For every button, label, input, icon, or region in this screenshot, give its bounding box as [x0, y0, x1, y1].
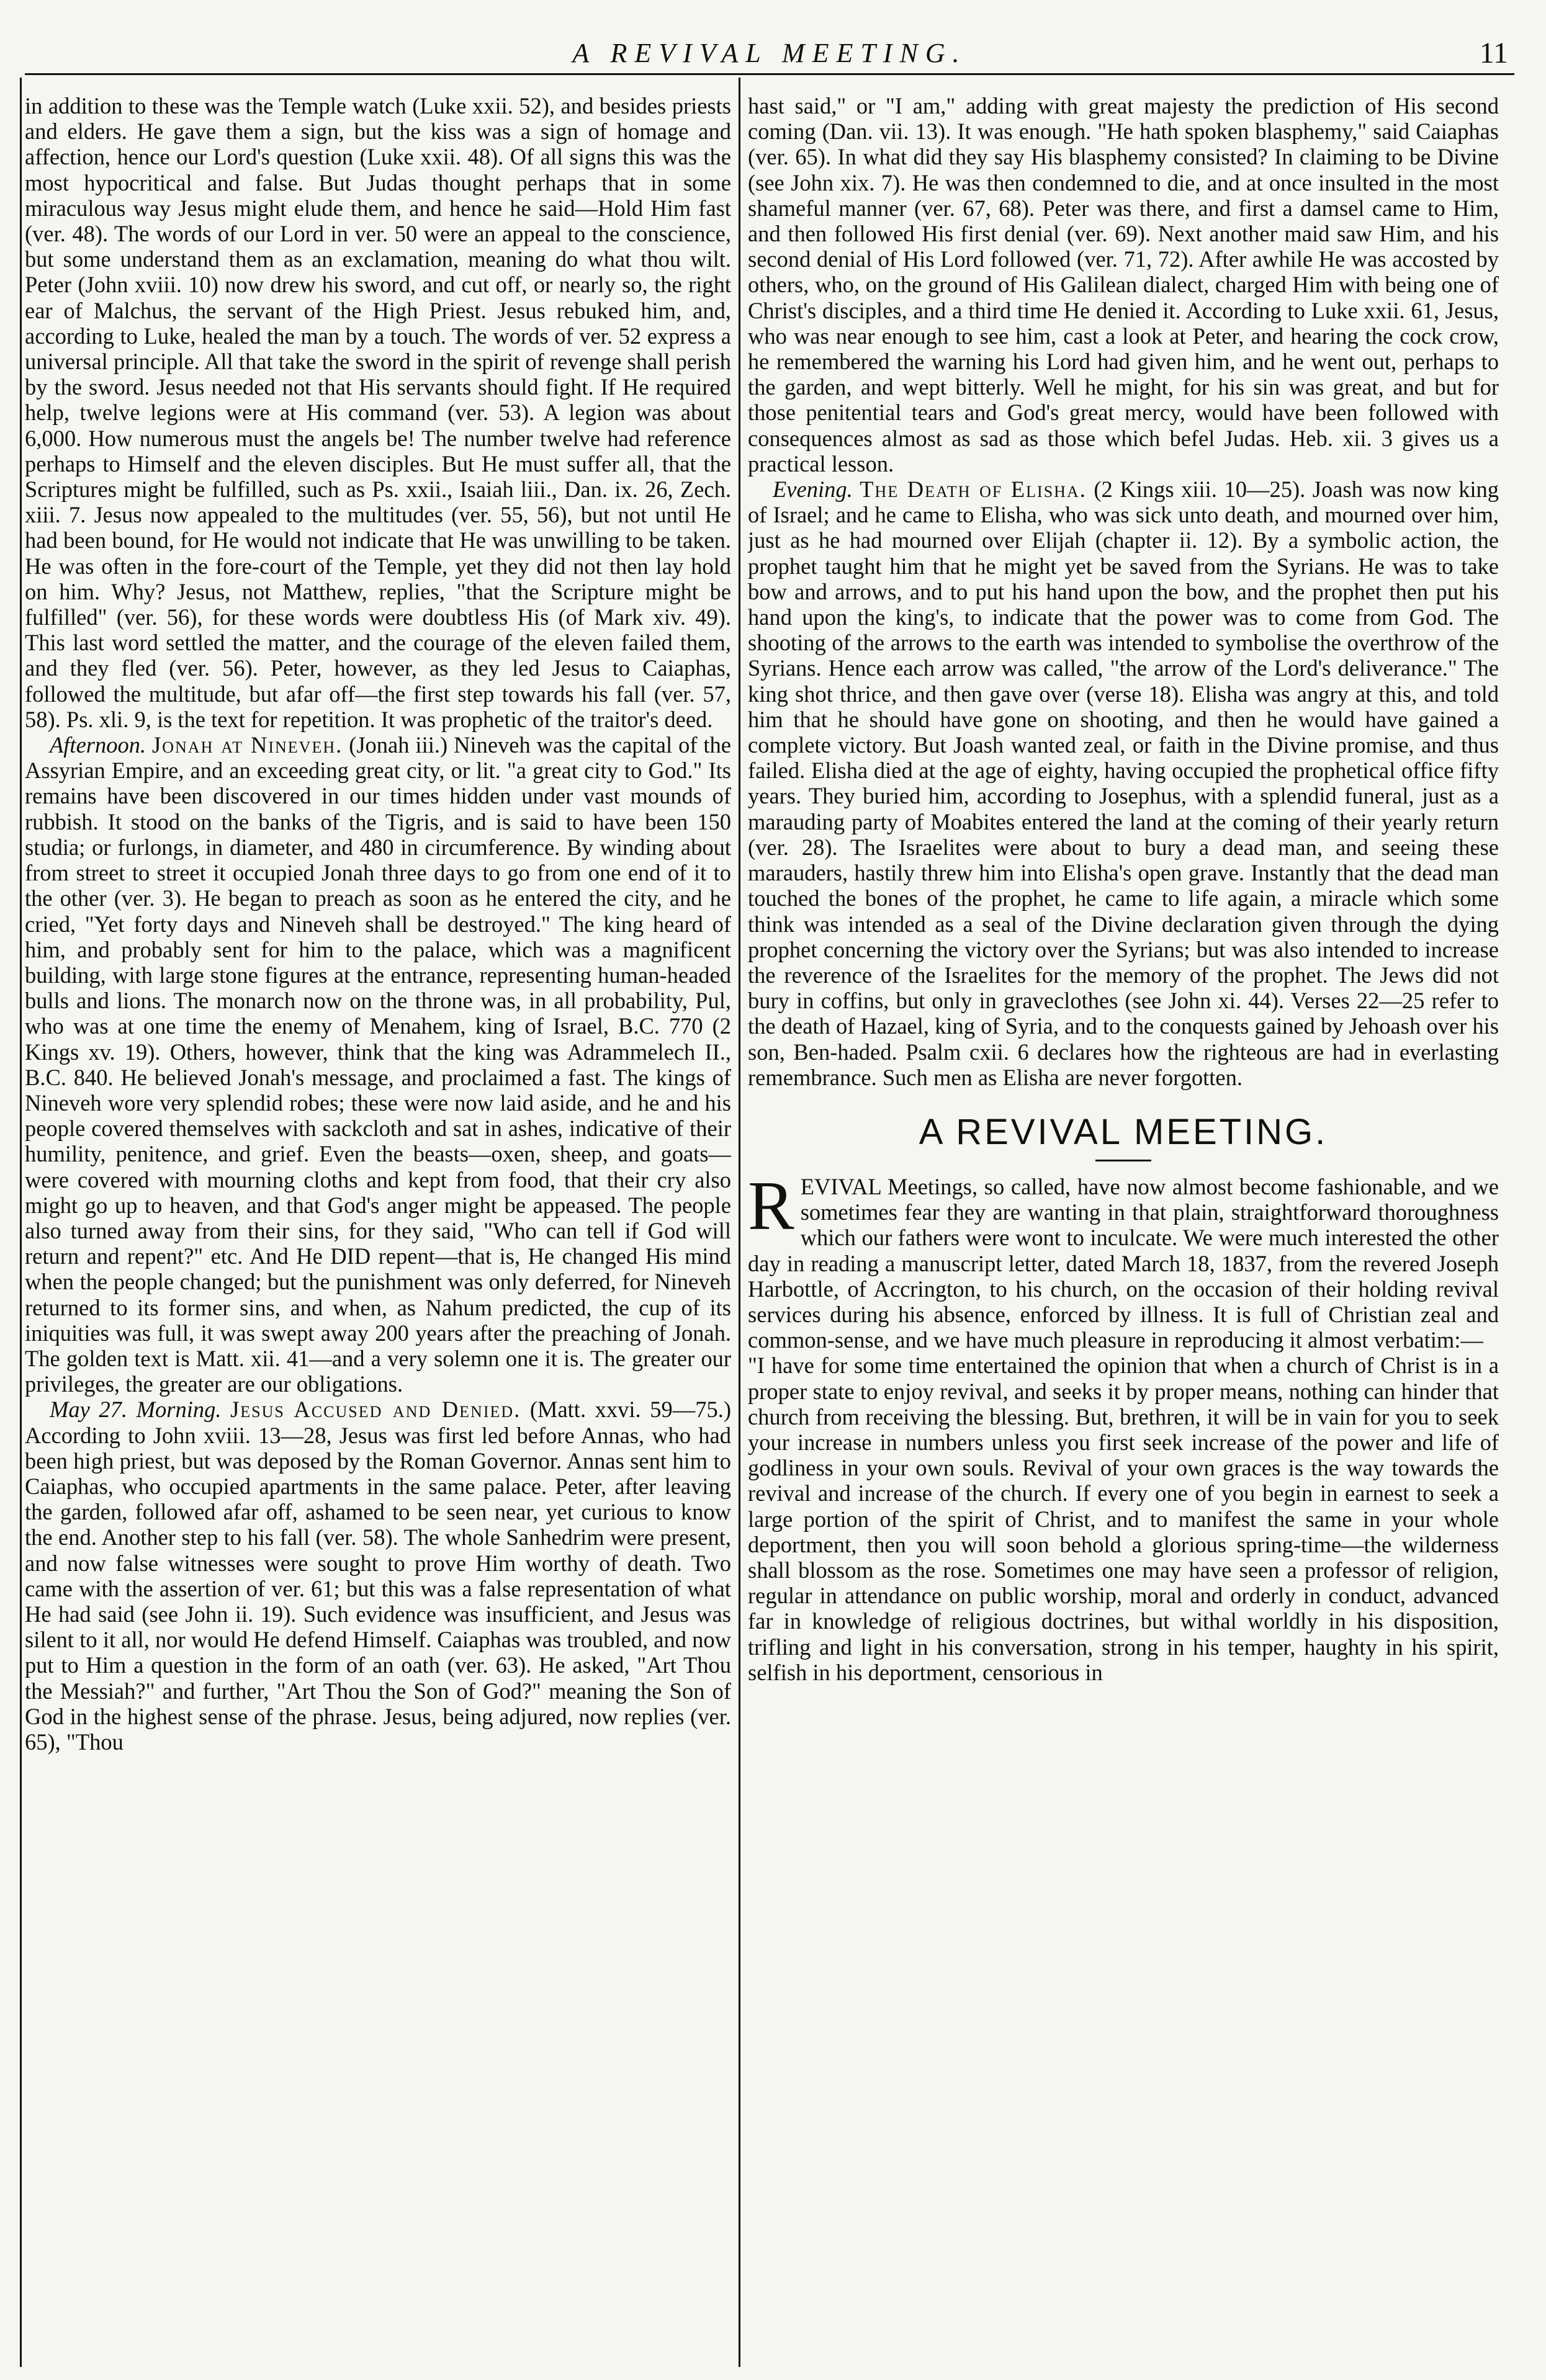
article-paragraph-2: "I have for some time entertained the opinion that when a church of Christ is in a proper state to enjoy revival, and seeks it by proper means, nothing can hinder that church from receiving the blessing. But, brethren, it will be in vain for you to seek your increase in numbers unless you first seek increase of the power and life of godliness in your own souls. Revival of your own graces is the way towards the revival and increase of the church. If every one of you begin in earnest to seek a large portion of the spirit of Christ, and to manifest the same in your whole deportment, then you will soon behold a glorious spring-time—the wilderness shall blossom as the rose. Sometimes one may have seen a professor of religion, regular in attendance on public worship, moral and orderly in conduct, advanced far in knowledge of religious doctrines, but withal worldly in his disposition, trifling and light in his conversation, strong in his temper, haughty in his spirit, selfish in his deportment, censorious in	[748, 1353, 1499, 1685]
right-paragraph-1: hast said," or "I am," adding with great majesty the prediction of His second coming (Dan. vii. 13). It was enough. "He hath spoken blasphemy," said Caiaphas (ver. 65). In what did they say His blasphemy consisted? In claiming to be Divine (see John xix. 7). He was then condemned to die, and at once insulted in the most shameful manner (ver. 67, 68). Peter was there, and first a damsel came to Him, and then followed His first denial (ver. 69). Next another maid saw Him, and his second denial of His Lord followed (ver. 71, 72). After awhile He was accosted by others, who, on the ground of His Galilean dialect, charged Him with being one of Christ's disciples, and a third time He denied it. According to Luke xxii. 61, Jesus, who was near enough to see him, cast a look at Peter, and hearing the cock crow, he remembered the warning his Lord had given him, and he went out, perhaps to the garden, and wept bitterly. Well he might, for his sin was great, and but for those penitential tears and God's great mercy, would have been followed with consequences almost as sad as those which befel Judas. Heb. xii. 3 gives us a practical lesson.	[748, 93, 1499, 476]
right-column	[748, 93, 1499, 2364]
entry-lead-may-27: May 27. Morning.	[50, 1397, 222, 1423]
article-paragraph-1	[748, 1167, 1499, 1353]
drop-cap: R	[748, 1167, 794, 1245]
left-paragraph-1: in addition to these was the Temple watch (Luke xxii. 52), and besides priests and elders. He gave them a sign, but the kiss was a sign of homage and affection, hence our Lord's question (Luke xxii. 48). Of all signs this was the most hypocritical and false. But Judas thought perhaps that in some miraculous way Jesus might elude them, and hence he said—Hold Him fast (ver. 48). The words of our Lord in ver. 50 were an appeal to the conscience, but some understand them as an exclamation, meaning do what thou wilt. Peter (John xviii. 10) now drew his sword, and cut off, or nearly so, the right ear of Malchus, the servant of the High Priest. Jesus rebuked him, and, according to Luke, healed the man by a touch. The words of ver. 52 express a universal principle. All that take the sword in the spirit of revenge shall perish by the sword. Jesus needed not that His servants should fight. If He required help, twelve legions were at His command (ver. 53). A legion was about 6,000. How numerous must the angels be! The number twelve had reference perhaps to Himself and the eleven disciples. But He must suffer all, that the Scriptures might be fulfilled, such as Ps. xxii., Isaiah liii., Dan. ix. 26, Zech. xiii. 7. Jesus now appealed to the multitudes (ver. 55, 56), but not until He had been bound, for He would not indicate that He was unwilling to be taken. He was often in the fore-court of the Temple, yet they did not then lay hold on him. Why? Jesus, not Matthew, replies, "that the Scripture might be fulfilled" (ver. 56), for these words were doubtless His (of Mark xiv. 49). This last word settled the matter, and the courage of the eleven failed them, and they fled (ver. 56). Peter, however, as they led Jesus to Caiaphas, followed the multitude, but afar off—the first step towards his fall (ver. 57, 58). Ps. xli. 9, is the text for repetition. It was prophetic of the traitor's deed.	[25, 93, 731, 732]
entry-lead-afternoon: Afternoon.	[50, 732, 146, 758]
article-title: A REVIVAL MEETING.	[919, 1111, 1328, 1152]
entry-body-jesus-accused: (Matt. xxvi. 59—75.) According to John xviii. 13—28, Jesus was first led before Annas, who had been high priest, but was deposed by the Roman Governor. Annas sent him to Caiaphas, who occupied apartments in the same palace. Peter, after leaving the garden, followed afar off, ashamed to be seen near, yet curious to know the end. Another step to his fall (ver. 58). The whole Sanhedrim were present, and now false witnesses were sought to prove Him worthy of death. Two came with the assertion of ver. 61; but this was a false representation of what He had said (see John ii. 19). Such evidence was insufficient, and Jesus was silent to it all, nor would He defend Himself. Caiaphas was troubled, and now put to Him a question in the form of an oath (ver. 63). He asked, "Art Thou the Messiah?" and further, "Art Thou the Son of God?" meaning the Son of God in the highest sense of the phrase. Jesus, being adjured, now replies (ver. 65), "Thou	[25, 1397, 731, 1755]
entry-title-jesus-accused: Jesus Accused and Denied.	[230, 1397, 521, 1423]
running-title: A REVIVAL MEETING.	[572, 38, 967, 68]
entry-lead-evening: Evening.	[773, 476, 853, 503]
page-number: 11	[1479, 37, 1508, 69]
left-margin-rule	[20, 78, 22, 2367]
entry-body-jonah: (Jonah iii.) Nineveh was the capital of the Assyrian Empire, and an exceeding great city, or lit. "a great city to God." Its remains have been discovered in our times hidden under vast mounds of rubbish. It stood on the banks of the Tigris, and is said to have been 150 studia; or furlongs, in diameter, and 480 in circumference. By winding about from street to street it occupied Jonah three days to go from one end of it to the other (ver. 3). He began to preach as soon as he entered the city, and he cried, "Yet forty days and Nineveh shall be destroyed." The king heard of him, and probably sent for him to the palace, which was a magnificent building, with large stone figures at the entrance, representing human-headed bulls and lions. The monarch now on the throne was, in all probability, Pul, who was at one time the enemy of Menahem, king of Israel, B.C. 770 (2 Kings xv. 19). Others, however, think that the king was Adrammelech II., B.C. 840. He believed Jonah's message, and proclaimed a fast. The kings of Nineveh wore very splendid robes; these were now laid aside, and he and his people covered themselves with sackcloth and sat in ashes, indicative of their humility, penitence, and grief. Even the beasts—oxen, sheep, and goats—were covered with mourning cloths and kept from food, that their cry also might go up to heaven, and that God's anger might be appeased. The people also turned away from their sins, for they said, "Who can tell if God will return and repent?" etc. And He DID repent—that is, He changed His mind when the people changed; but the punishment was only deferred, for Nineveh returned to its former sins, and when, as Nahum predicted, the cup of its iniquities was full, it was swept away 200 years after the preaching of Jonah. The golden text is Matt. xii. 41—and a very solemn one it is. The greater our privileges, the greater are our obligations.	[25, 732, 731, 1397]
article-title-rule	[1095, 1160, 1151, 1161]
header-rule	[25, 73, 1514, 75]
lesson-jesus-accused	[25, 1397, 731, 1755]
entry-body-elisha: (2 Kings xiii. 10—25). Joash was now king of Israel; and he came to Elisha, who was sick unto death, and mourned over him, just as he had mourned over Elijah (chapter ii. 12). By a symbolic action, the prophet taught him that he might yet be saved from the Syrians. He was to take bow and arrows, and to put his hand upon the bow, and the prophet then put his hand upon the king's, to indicate that the power was to come from God. The shooting of the arrows to the earth was intended to symbolise the overthrow of the Syrians. Hence each arrow was called, "the arrow of the Lord's deliverance." The king shot thrice, and then gave over (verse 18). Elisha was angry at this, and told him that he should have gone on shooting, and then he would have gained a complete victory. But Joash wanted zeal, or faith in the Divine promise, and thus failed. Elisha died at the age of eighty, having occupied the prophetical office fifty years. They buried him, according to Josephus, with a splendid funeral, just as a marauding party of Moabites entered the land at the coming of their yearly return (ver. 28). The Israelites were about to bury a dead man, and seeing these marauders, hastily threw him into Elisha's open grave. Instantly that the dead man touched the bones of the prophet, he came to life again, a miracle which some think was intended as a seal of the Divine declaration given through the dying prophet concerning the victory over the Syrians; but was also intended to increase the reverence of the Israelites for the memory of the prophet. The Jews did not bury in coffins, but only in graveclothes (see John xi. 44). Verses 22—25 refer to the death of Hazael, king of Syria, and to the conquests gained by Jehoash over his son, Ben-haded. Psalm cxii. 6 declares how the righteous are had in everlasting remembrance. Such men as Elisha are never forgotten.	[748, 476, 1499, 1090]
entry-title-jonah: Jonah at Nineveh.	[152, 732, 343, 758]
entry-title-elisha: The Death of Elisha.	[860, 476, 1087, 503]
lesson-death-of-elisha	[748, 476, 1499, 1090]
article-paragraph-1-text: EVIVAL Meetings, so called, have now almost become fashionable, and we sometimes fear they are wanting in that plain, straightforward thoroughness which our fathers were wont to inculcate. We were much interested the other day in reading a manuscript letter, dated March 18, 1837, from the revered Joseph Harbottle, of Accrington, to his church, on the occasion of their holding revival services during his absence, enforced by illness. It is full of Christian zeal and common-sense, and we have much pleasure in reproducing it almost verbatim:—	[748, 1173, 1499, 1353]
page-header	[25, 37, 1514, 74]
lesson-jonah-at-nineveh	[25, 732, 731, 1397]
left-column	[25, 93, 731, 2364]
column-divider	[739, 78, 740, 2367]
